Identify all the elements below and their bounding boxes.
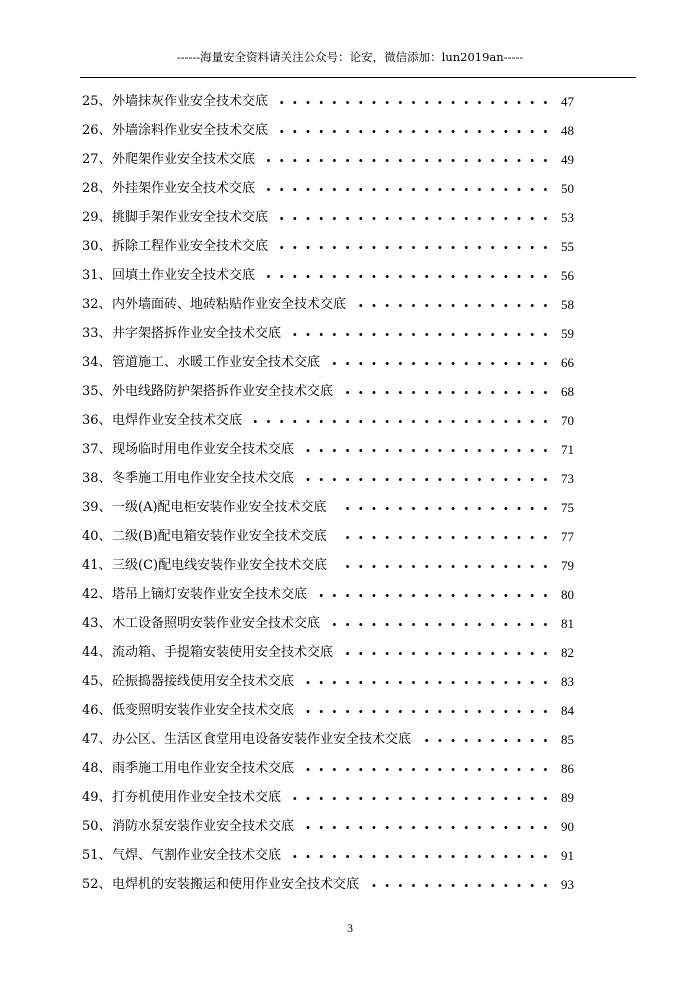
toc-dot-leader	[306, 681, 552, 684]
toc-entry-number: 36、	[82, 413, 112, 428]
toc-entry-page: 49	[561, 152, 574, 167]
toc-entry-page: 90	[561, 819, 574, 834]
toc-entry-title: 挑脚手架作业安全技术交底	[112, 210, 269, 225]
toc-entry-number: 32、	[82, 297, 112, 312]
toc-entry-title: 电焊作业安全技术交底	[112, 413, 243, 428]
toc-entry[interactable]	[0, 638, 700, 667]
toc-entry-number: 31、	[82, 268, 112, 283]
toc-entry-number: 51、	[82, 848, 112, 863]
toc-entry[interactable]	[0, 203, 700, 232]
toc-entry[interactable]	[0, 493, 700, 522]
toc-entry-number: 41、	[82, 558, 112, 573]
toc-dot-leader	[423, 739, 552, 742]
toc-entry-page: 47	[561, 94, 574, 109]
toc-entry-number: 34、	[82, 355, 112, 370]
toc-entry-number: 33、	[82, 326, 112, 341]
toc-entry-title: 外挂架作业安全技术交底	[112, 181, 256, 196]
toc-entry-number: 39、	[82, 500, 112, 515]
toc-entry-title: 管道施工、水暖工作业安全技术交底	[112, 355, 321, 370]
toc-dot-leader	[339, 536, 552, 539]
toc-dot-leader	[280, 130, 552, 133]
toc-entry-title: 冬季施工用电作业安全技术交底	[112, 471, 295, 486]
toc-entry-page: 82	[561, 645, 574, 660]
toc-entry-page: 85	[561, 732, 574, 747]
toc-entry-page: 80	[561, 587, 574, 602]
toc-entry-title: 一级(A)配电柜安装作业安全技术交底	[112, 500, 327, 515]
toc-entry-title: 内外墙面砖、地砖粘贴作业安全技术交底	[112, 297, 347, 312]
toc-entry-number: 37、	[82, 442, 112, 457]
toc-entry-page: 53	[561, 210, 574, 225]
toc-entry-number: 44、	[82, 645, 112, 660]
toc-entry-title: 气焊、气割作业安全技术交底	[112, 848, 282, 863]
toc-entry-page: 91	[561, 848, 574, 863]
toc-entry[interactable]	[0, 261, 700, 290]
toc-entry-page: 48	[561, 123, 574, 138]
toc-entry-number: 40、	[82, 529, 112, 544]
toc-entry-title: 流动箱、手提箱安装使用安全技术交底	[112, 645, 334, 660]
toc-entry[interactable]	[0, 725, 700, 754]
toc-entry-number: 27、	[82, 152, 112, 167]
toc-entry-number: 30、	[82, 239, 112, 254]
toc-entry-title: 低变照明安装作业安全技术交底	[112, 703, 295, 718]
toc-entry[interactable]	[0, 812, 700, 841]
toc-entry[interactable]	[0, 841, 700, 870]
toc-dot-leader	[293, 855, 552, 858]
toc-entry-number: 48、	[82, 761, 112, 776]
toc-entry[interactable]	[0, 580, 700, 609]
toc-dot-leader	[254, 420, 552, 423]
toc-dot-leader	[345, 652, 552, 655]
toc-entry-title: 雨季施工用电作业安全技术交底	[112, 761, 295, 776]
toc-entry-number: 29、	[82, 210, 112, 225]
toc-entry-title: 办公区、生活区食堂用电设备安装作业安全技术交底	[112, 732, 412, 747]
toc-entry-title: 回填土作业安全技术交底	[112, 268, 256, 283]
toc-dot-leader	[267, 188, 552, 191]
toc-entry-number: 42、	[82, 587, 112, 602]
toc-entry-number: 25、	[82, 94, 112, 109]
toc-entry-page: 83	[561, 674, 574, 689]
toc-dot-leader	[306, 710, 552, 713]
toc-entry[interactable]	[0, 696, 700, 725]
toc-entry-number: 49、	[82, 790, 112, 805]
toc-dot-leader	[293, 333, 552, 336]
toc-entry[interactable]	[0, 754, 700, 783]
toc-entry-title: 二级(B)配电箱安装作业安全技术交底	[112, 529, 327, 544]
toc-entry-page: 93	[561, 877, 574, 892]
toc-entry-page: 77	[561, 529, 574, 544]
toc-entry-title: 外墙抹灰作业安全技术交底	[112, 94, 269, 109]
toc-entry-title: 打夯机使用作业安全技术交底	[112, 790, 282, 805]
toc-entry[interactable]	[0, 406, 700, 435]
toc-entry-number: 43、	[82, 616, 112, 631]
toc-entry-title: 外爬架作业安全技术交底	[112, 152, 256, 167]
toc-entry-page: 89	[561, 790, 574, 805]
toc-entry[interactable]	[0, 783, 700, 812]
toc-entry[interactable]	[0, 522, 700, 551]
toc-entry[interactable]	[0, 377, 700, 406]
toc-entry-number: 28、	[82, 181, 112, 196]
toc-entry-page: 50	[561, 181, 574, 196]
toc-dot-leader	[319, 594, 552, 597]
toc-dot-leader	[339, 507, 552, 510]
toc-dot-leader	[293, 797, 552, 800]
toc-entry-page: 71	[561, 442, 574, 457]
toc-entry[interactable]	[0, 116, 700, 145]
toc-entry-page: 68	[561, 384, 574, 399]
toc-entry-title: 拆除工程作业安全技术交底	[112, 239, 269, 254]
toc-entry[interactable]	[0, 435, 700, 464]
toc-entry-page: 56	[561, 268, 574, 283]
table-of-contents	[0, 87, 700, 899]
toc-entry[interactable]	[0, 319, 700, 348]
toc-entry-title: 外墙涂料作业安全技术交底	[112, 123, 269, 138]
toc-dot-leader	[280, 217, 552, 220]
toc-dot-leader	[345, 391, 552, 394]
toc-entry[interactable]	[0, 174, 700, 203]
toc-dot-leader	[358, 304, 552, 307]
toc-entry-page: 84	[561, 703, 574, 718]
toc-entry[interactable]	[0, 609, 700, 638]
page-number: 3	[347, 921, 353, 935]
toc-entry-title: 外电线路防护架搭拆作业安全技术交底	[112, 384, 334, 399]
toc-entry[interactable]	[0, 870, 700, 899]
toc-entry-page: 66	[561, 355, 574, 370]
toc-entry-number: 38、	[82, 471, 112, 486]
header-divider	[80, 77, 636, 78]
toc-entry[interactable]	[0, 551, 700, 580]
toc-dot-leader	[267, 159, 552, 162]
toc-entry-number: 47、	[82, 732, 112, 747]
toc-dot-leader	[306, 449, 552, 452]
toc-entry-number: 26、	[82, 123, 112, 138]
toc-dot-leader	[332, 623, 552, 626]
toc-entry-page: 86	[561, 761, 574, 776]
toc-dot-leader	[306, 478, 552, 481]
toc-entry-number: 45、	[82, 674, 112, 689]
toc-entry-title: 塔吊上镝灯安装作业安全技术交底	[112, 587, 308, 602]
toc-entry-page: 70	[561, 413, 574, 428]
toc-dot-leader	[280, 101, 552, 104]
page-header: ------海量安全资料请关注公众号：论安，微信添加：lun2019an-----	[176, 50, 524, 64]
toc-entry[interactable]	[0, 145, 700, 174]
toc-entry-title: 砼振捣器接线使用安全技术交底	[112, 674, 295, 689]
toc-entry-title: 木工设备照明安装作业安全技术交底	[112, 616, 321, 631]
toc-entry-page: 58	[561, 297, 574, 312]
toc-entry[interactable]	[0, 290, 700, 319]
toc-entry[interactable]	[0, 232, 700, 261]
toc-entry[interactable]	[0, 464, 700, 493]
toc-entry-title: 三级(C)配电线安装作业安全技术交底	[112, 558, 328, 573]
toc-entry-page: 73	[561, 471, 574, 486]
toc-entry-title: 现场临时用电作业安全技术交底	[112, 442, 295, 457]
toc-entry-page: 79	[561, 558, 574, 573]
toc-entry[interactable]	[0, 348, 700, 377]
toc-dot-leader	[267, 275, 552, 278]
toc-entry-title: 井字架搭拆作业安全技术交底	[112, 326, 282, 341]
toc-entry-page: 75	[561, 500, 574, 515]
toc-dot-leader	[371, 884, 552, 887]
toc-dot-leader	[339, 565, 552, 568]
toc-entry-number: 46、	[82, 703, 112, 718]
toc-entry-page: 59	[561, 326, 574, 341]
toc-entry-number: 50、	[82, 819, 112, 834]
toc-dot-leader	[280, 246, 552, 249]
toc-dot-leader	[332, 362, 552, 365]
toc-entry[interactable]	[0, 87, 700, 116]
toc-entry-number: 35、	[82, 384, 112, 399]
toc-dot-leader	[306, 768, 552, 771]
toc-entry-title: 消防水泵安装作业安全技术交底	[112, 819, 295, 834]
toc-dot-leader	[306, 826, 552, 829]
toc-entry-page: 55	[561, 239, 574, 254]
toc-entry-page: 81	[561, 616, 574, 631]
toc-entry-number: 52、	[82, 877, 112, 892]
toc-entry[interactable]	[0, 667, 700, 696]
toc-entry-title: 电焊机的安装搬运和使用作业安全技术交底	[112, 877, 360, 892]
